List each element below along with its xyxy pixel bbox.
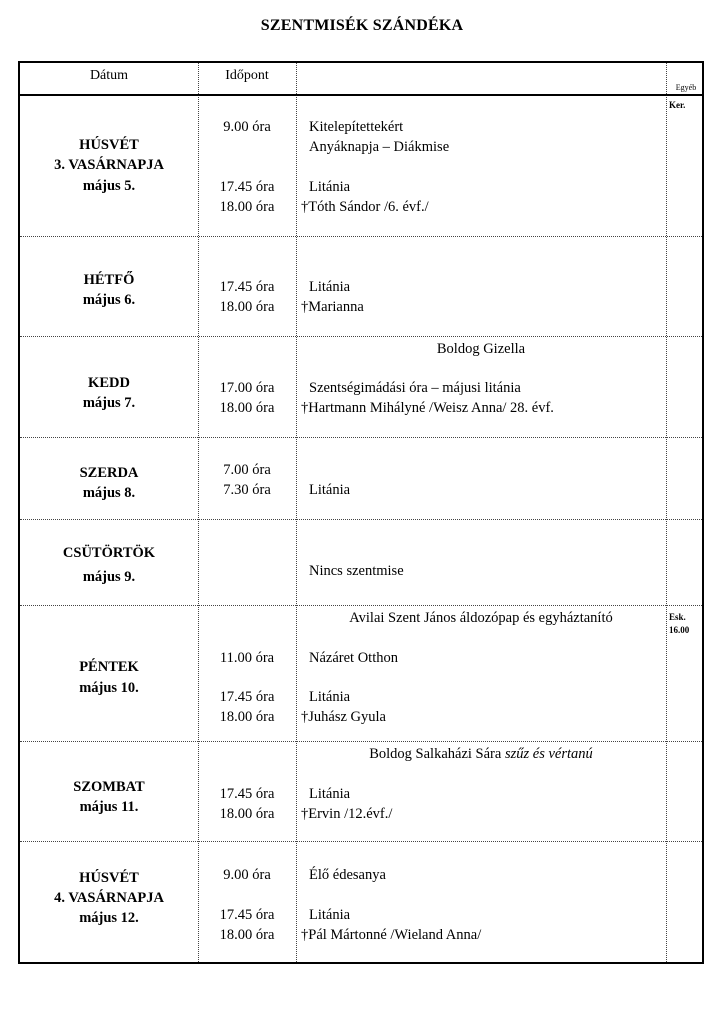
mass-time: 17.45 óra [219, 179, 275, 195]
day-date: május 12. [79, 910, 139, 926]
mass-intention: Litánia [309, 279, 351, 295]
day-name: SZERDA [79, 465, 139, 481]
mass-time: 18.00 óra [219, 199, 275, 215]
mass-intention: †Hartmann Mihályné /Weisz Anna/ 28. évf. [301, 400, 554, 416]
row-divider [20, 437, 702, 438]
day-date: május 11. [79, 799, 139, 815]
mass-time: 7.00 óra [223, 462, 271, 478]
mass-time: 18.00 óra [219, 806, 275, 822]
mass-time: 17.45 óra [219, 786, 275, 802]
mass-intention: Litánia [309, 786, 351, 802]
mass-time: 17.00 óra [219, 380, 275, 396]
mass-time: 7.30 óra [223, 482, 271, 498]
mass-time: 18.00 óra [219, 709, 275, 725]
mass-time: 11.00 óra [219, 650, 275, 666]
header-date: Dátum [89, 68, 129, 83]
schedule-table [18, 61, 704, 964]
other-note: Ker. [669, 100, 686, 110]
day-name: HÚSVÉT [79, 870, 139, 886]
day-name: 4. VASÁRNAPJA [54, 890, 164, 906]
day-name: 3. VASÁRNAPJA [54, 157, 164, 173]
mass-intention: †Tóth Sándor /6. évf./ [301, 199, 429, 215]
day-date: május 7. [82, 395, 136, 411]
row-divider [20, 605, 702, 606]
day-date: május 6. [82, 292, 136, 308]
mass-intention: Litánia [309, 482, 351, 498]
row-divider [20, 236, 702, 237]
day-date: május 10. [79, 680, 139, 696]
header-time: Időpont [225, 68, 269, 83]
header-other: Egyéb [675, 83, 697, 92]
mass-intention: Anyáknapja – Diákmise [309, 139, 450, 155]
mass-time: 18.00 óra [219, 927, 275, 943]
row-divider [20, 741, 702, 742]
day-name: HÚSVÉT [79, 137, 139, 153]
mass-intention: Kitelepítettekért [309, 119, 404, 135]
feast-subtitle: szűz és vértanú [504, 746, 593, 762]
day-date: május 8. [82, 485, 136, 501]
row-divider [20, 841, 702, 842]
day-name: KEDD [88, 375, 130, 391]
mass-intention: †Marianna [301, 299, 364, 315]
day-name: HÉTFŐ [83, 272, 135, 288]
mass-intention: Élő édesanya [309, 867, 386, 883]
mass-time: 9.00 óra [223, 119, 271, 135]
mass-intention: †Pál Mártonné /Wieland Anna/ [301, 927, 482, 943]
feast-name: Avilai Szent János áldozópap és egyháztanító [349, 610, 613, 626]
mass-intention: Litánia [309, 907, 351, 923]
day-name: PÉNTEK [79, 659, 139, 675]
day-name: SZOMBAT [73, 779, 145, 795]
feast-name: Boldog Salkaházi Sára szűz és vértanú [369, 746, 593, 762]
mass-intention: †Juhász Gyula [301, 709, 386, 725]
row-divider [20, 336, 702, 337]
column-divider [296, 63, 297, 962]
feast-name: Boldog Gizella [436, 341, 526, 357]
page-title: SZENTMISÉK SZÁNDÉKA [260, 17, 464, 34]
day-name: CSÜTÖRTÖK [62, 545, 156, 561]
mass-time: 17.45 óra [219, 907, 275, 923]
mass-time: 17.45 óra [219, 279, 275, 295]
other-note: 16.00 [669, 625, 690, 635]
header-rule [20, 94, 702, 96]
other-note: Esk. [669, 612, 686, 622]
mass-intention: Litánia [309, 689, 351, 705]
mass-intention: Litánia [309, 179, 351, 195]
mass-intention: Szentségimádási óra – májusi litánia [309, 380, 521, 396]
day-date: május 5. [82, 178, 136, 194]
day-date: május 9. [82, 569, 136, 585]
mass-intention: †Ervin /12.évf./ [301, 806, 393, 822]
mass-intention: Názáret Otthon [309, 650, 398, 666]
mass-intention: Nincs szentmise [309, 563, 404, 579]
mass-time: 18.00 óra [219, 299, 275, 315]
mass-time: 17.45 óra [219, 689, 275, 705]
mass-time: 18.00 óra [219, 400, 275, 416]
mass-time: 9.00 óra [223, 867, 271, 883]
row-divider [20, 519, 702, 520]
